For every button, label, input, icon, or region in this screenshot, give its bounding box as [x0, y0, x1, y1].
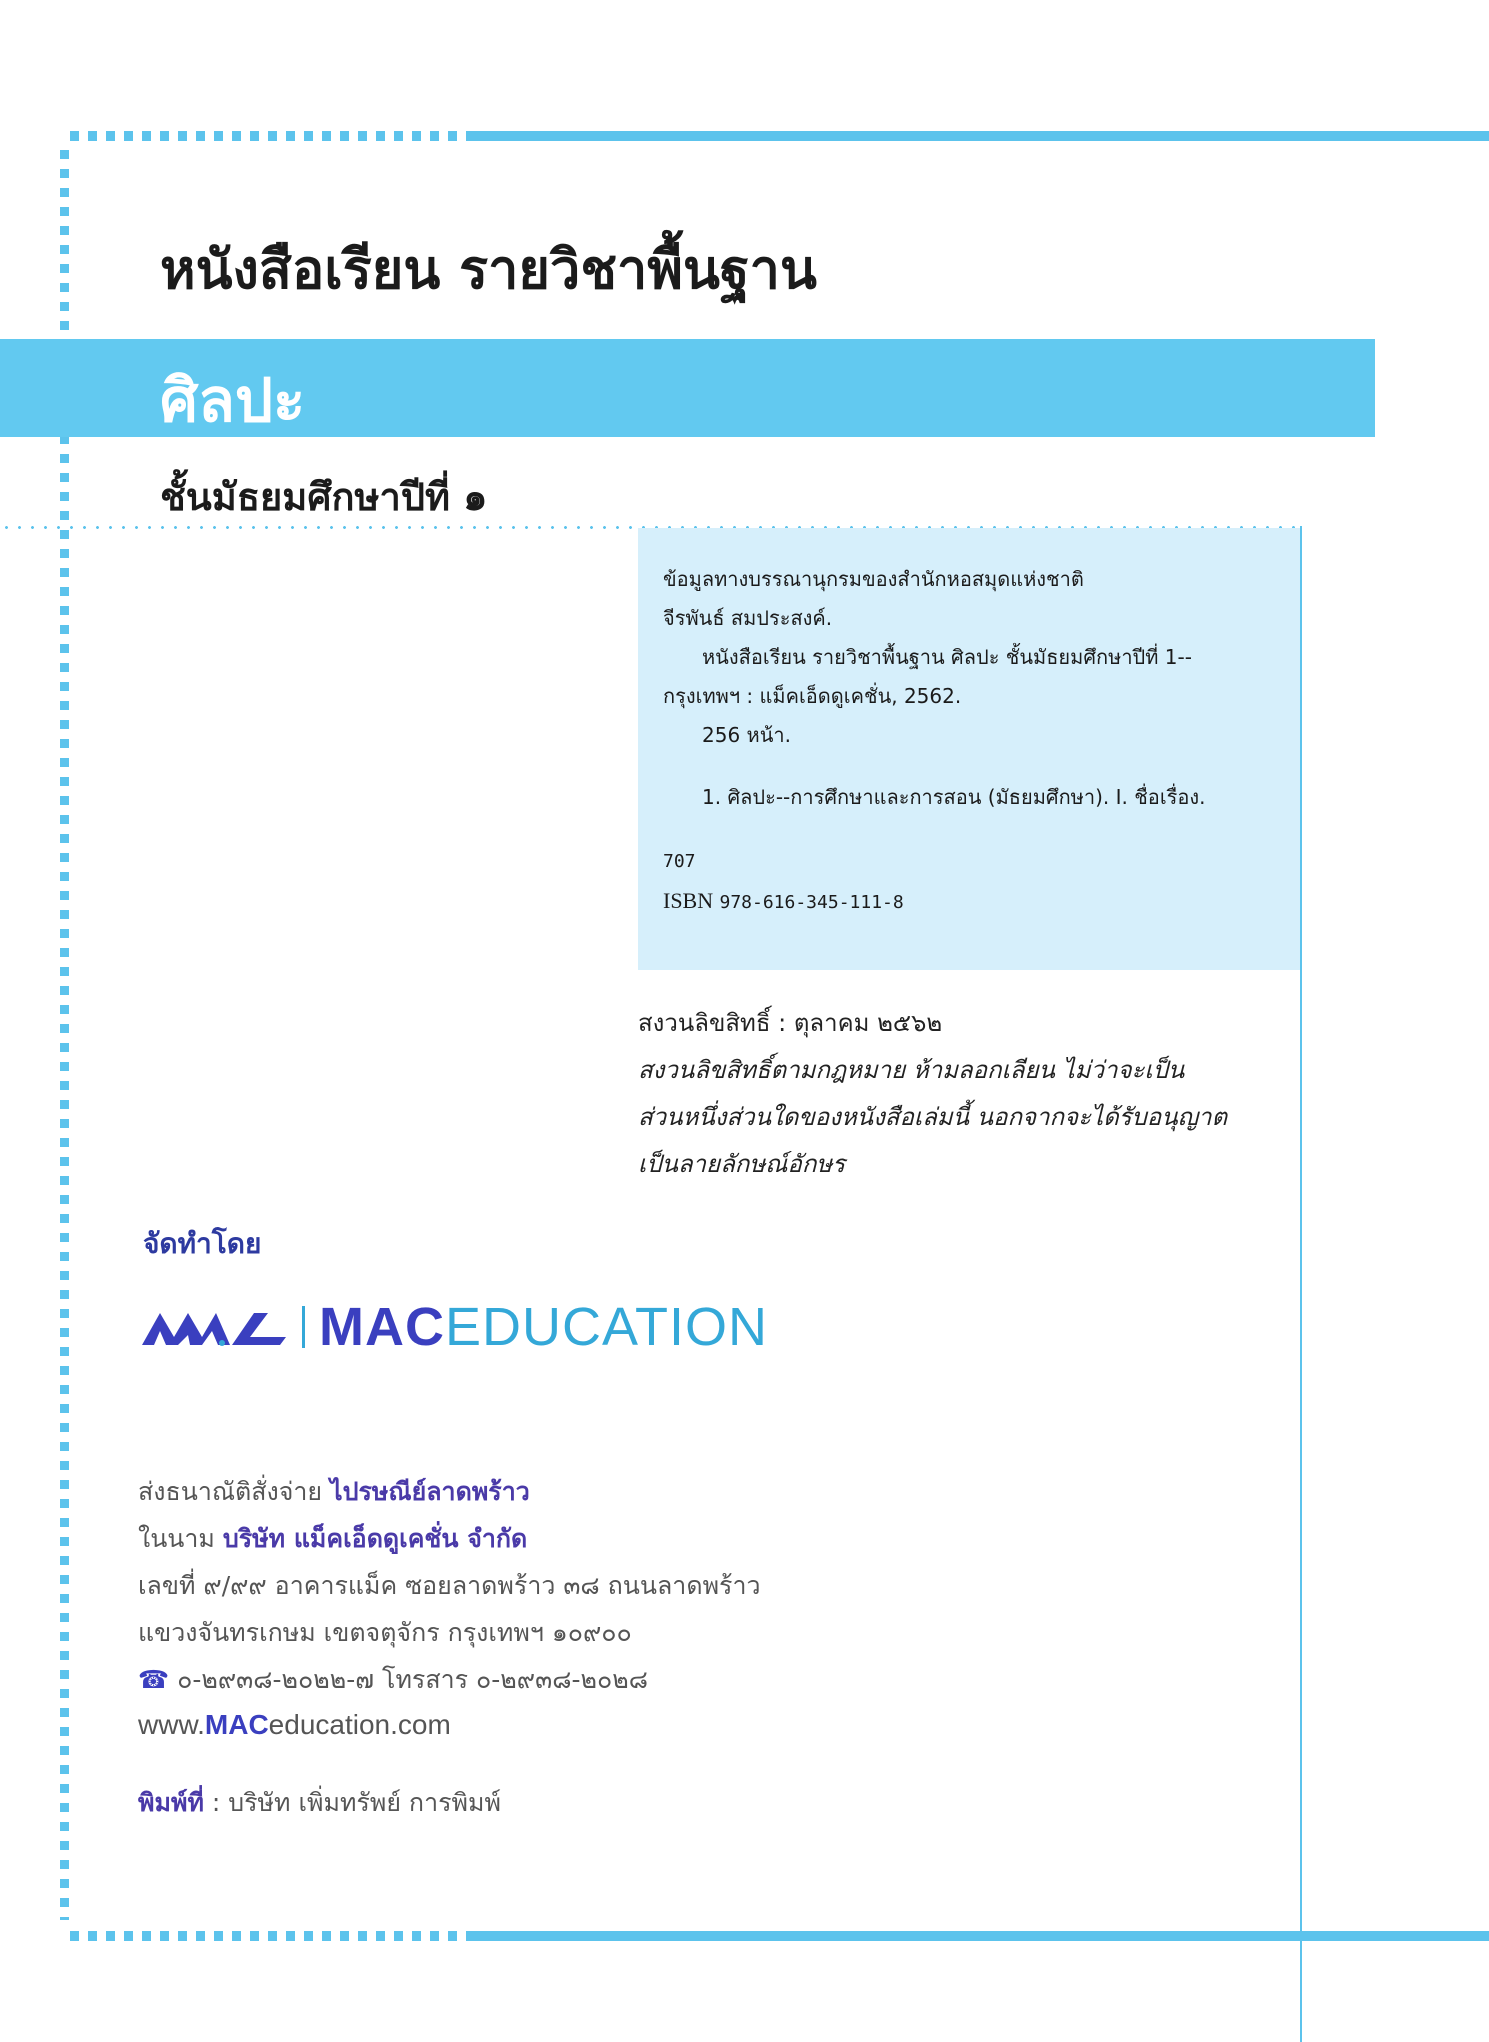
grade-level: ชั้นมัธยมศึกษาปีที่ ๑	[160, 475, 488, 519]
cip-box	[638, 528, 1300, 970]
logo-divider	[302, 1306, 305, 1348]
right-vertical-line	[1300, 526, 1302, 2042]
address-line-1	[138, 1468, 761, 1515]
address-line-1-highlight: ไปรษณีย์ลาดพร้าว	[330, 1477, 530, 1506]
mac-education-logo	[140, 1296, 768, 1358]
phone-numbers: ๐-๒๙๓๘-๒๐๒๒-๗ โทรสาร ๐-๒๙๓๘-๒๐๒๘	[177, 1665, 649, 1694]
copyright-text-2: ส่วนหนึ่งส่วนใดของหนังสือเล่มนี้ นอกจากจะได้รับอนุญาต	[638, 1103, 1228, 1131]
frame-top-dots	[70, 131, 462, 141]
address-line-2	[138, 1515, 761, 1562]
mac-logo-mark-icon	[140, 1307, 292, 1347]
cip-isbn: 978-616-345-111-8	[719, 892, 904, 913]
phone-icon: ☎	[138, 1665, 170, 1694]
copyright-date: สงวนลิขสิทธิ์ : ตุลาคม ๒๕๖๒	[638, 1009, 943, 1037]
frame-bottom-line	[466, 1931, 1489, 1941]
website	[138, 1703, 761, 1747]
address-line-3: เลขที่ ๙/๙๙ อาคารแม็ค ซอยลาดพร้าว ๓๘ ถนนลาดพร้าว	[138, 1571, 761, 1600]
cip-author: จีรพันธ์ สมประสงค์.	[663, 606, 833, 630]
frame-bottom-dots	[70, 1931, 462, 1941]
logo-mac-text: MAC	[319, 1297, 445, 1357]
address-phone	[138, 1656, 761, 1703]
website-bold: MAC	[204, 1709, 269, 1740]
cip-subject: 1. ศิลปะ--การศึกษาและการสอน (มัธยมศึกษา). I. ชื่อเรื่อง.	[702, 785, 1206, 809]
printer-label: พิมพ์ที่	[138, 1788, 204, 1817]
cip-isbn-label: ISBN	[663, 888, 714, 913]
producer-label: จัดทำโดย	[143, 1227, 262, 1260]
cip-pages: 256 หน้า.	[702, 723, 791, 747]
copyright-text-1: สงวนลิขสิทธิ์ตามกฎหมาย ห้ามลอกเลียน ไม่ว่าจะเป็น	[638, 1056, 1185, 1084]
address-line-2-prefix: ในนาม	[138, 1524, 215, 1553]
subject-band	[0, 339, 1375, 437]
cip-heading: ข้อมูลทางบรรณานุกรมของสำนักหอสมุดแห่งชาติ	[663, 567, 1084, 591]
series-title: หนังสือเรียน รายวิชาพื้นฐาน	[160, 238, 817, 301]
address-line-1-prefix: ส่งธนาณัติสั่งจ่าย	[138, 1477, 323, 1506]
address-block	[138, 1468, 761, 1826]
address-line-4: แขวงจันทรเกษม เขตจตุจักร กรุงเทพฯ ๑๐๙๐๐	[138, 1618, 632, 1647]
cip-title: หนังสือเรียน รายวิชาพื้นฐาน ศิลปะ ชั้นมัธยมศึกษาปีที่ 1--	[702, 645, 1192, 669]
copyright-text-3: เป็นลายลักษณ์อักษร	[638, 1150, 846, 1178]
printer-line	[138, 1779, 761, 1826]
frame-top-line	[466, 131, 1489, 141]
website-suffix: education.com	[268, 1709, 451, 1740]
copyright-block	[638, 1000, 1227, 1188]
website-prefix: www.	[138, 1709, 205, 1740]
cip-class-number: 707	[663, 851, 696, 872]
address-line-2-highlight: บริษัท แม็คเอ็ดดูเคชั่น จำกัด	[222, 1524, 528, 1553]
subject-title: ศิลปะ	[160, 366, 306, 436]
printer-name: : บริษัท เพิ่มทรัพย์ การพิมพ์	[211, 1788, 501, 1817]
logo-education-text: EDUCATION	[444, 1297, 768, 1357]
cip-isbn-row	[663, 882, 904, 922]
cip-publisher: กรุงเทพฯ : แม็คเอ็ดดูเคชั่น, 2562.	[663, 684, 962, 708]
